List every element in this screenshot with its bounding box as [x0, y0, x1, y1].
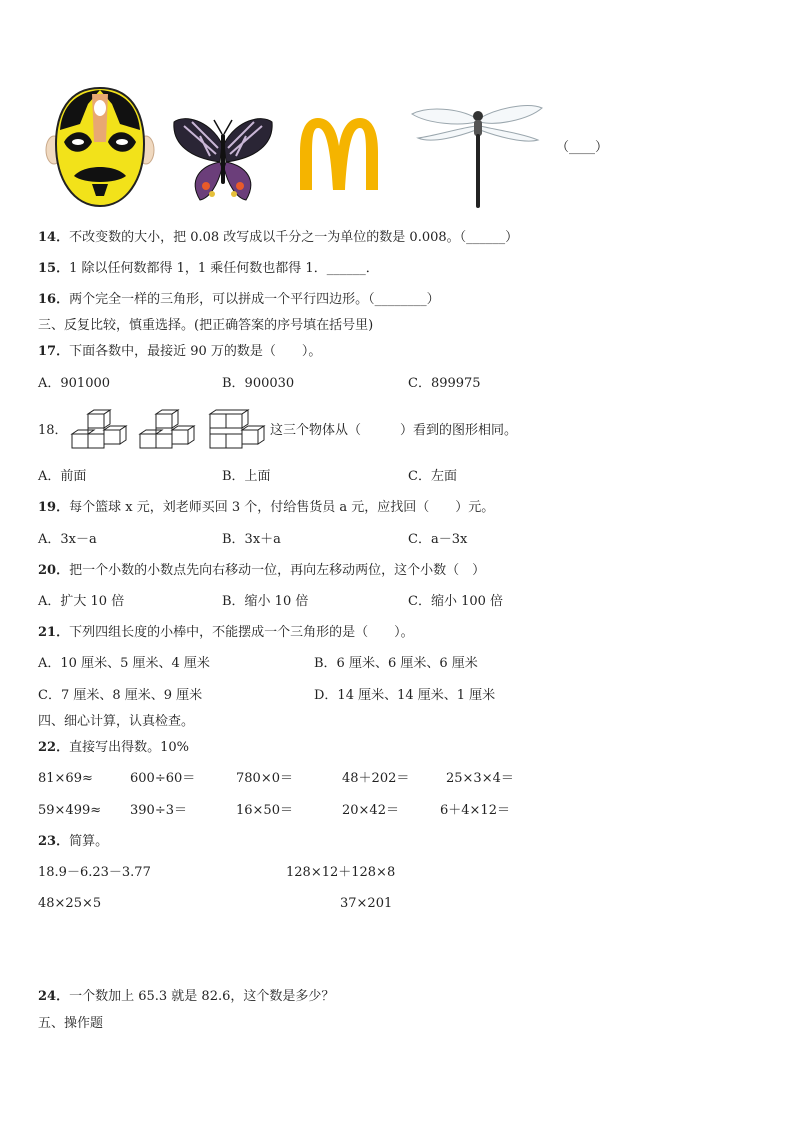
question-number: 16．: [38, 292, 70, 307]
simplify-item: 37×201: [340, 896, 393, 911]
option-c[interactable]: C．缩小 100 倍: [408, 594, 504, 609]
question-text: 一个数加上 65.3 就是 82.6，这个数是多少？: [69, 989, 335, 1004]
question-text: 下列四组长度的小棒中，不能摆成一个三角形的是（ ）。: [69, 625, 414, 640]
question-text: 两个完全一样的三角形，可以拼成一个平行四边形。（________）: [69, 292, 440, 307]
question-22: [38, 740, 189, 756]
calc-item: 6＋4×12＝: [440, 803, 510, 818]
question-19: [38, 500, 494, 516]
question-16: [38, 292, 440, 308]
question-18-number: 18．: [38, 423, 68, 438]
option-c[interactable]: C．左面: [408, 469, 457, 484]
option-a[interactable]: A．3x－a: [38, 532, 97, 547]
question-number: 19．: [38, 500, 70, 515]
question-number: 15．: [38, 261, 70, 276]
question-23: [38, 834, 108, 850]
question-21: [38, 625, 414, 641]
question-text: 1 除以任何数都得 1，1 乘任何数也都得 1．______．: [69, 261, 379, 276]
option-c[interactable]: C．7 厘米、8 厘米、9 厘米: [38, 688, 203, 703]
cube-figures-image: [70, 408, 266, 452]
option-b[interactable]: B．缩小 10 倍: [222, 594, 309, 609]
question-text: 每个篮球 x 元，刘老师买回 3 个，付给售货员 a 元，应找回（ ）元。: [69, 500, 495, 515]
simplify-item: 18.9－6.23－3.77: [38, 865, 151, 880]
simplify-item: 48×25×5: [38, 896, 102, 911]
question-18-text: 这三个物体从（ ）看到的图形相同。: [270, 423, 518, 438]
question-text: 下面各数中，最接近 90 万的数是（ ）。: [69, 344, 322, 359]
option-b[interactable]: B．3x＋a: [222, 532, 281, 547]
calc-item: 59×499≈: [38, 803, 102, 818]
question-number: 20．: [38, 563, 70, 578]
section-5-heading: 五、操作题: [38, 1016, 104, 1031]
question-number: 24．: [38, 989, 70, 1004]
calc-item: 390÷3＝: [130, 803, 187, 818]
question-24: [38, 989, 334, 1005]
question-text: 不改变数的大小，把 0.08 改写成以千分之一为单位的数是 0.008。（______）: [69, 230, 519, 245]
calc-item: 780×0＝: [236, 771, 293, 786]
option-a[interactable]: A．901000: [38, 376, 111, 391]
option-b[interactable]: B．6 厘米、6 厘米、6 厘米: [314, 656, 478, 671]
question-number: 23．: [38, 834, 70, 849]
calc-item: 48＋202＝: [342, 771, 410, 786]
option-c[interactable]: C．a－3x: [408, 532, 468, 547]
calc-item: 81×69≈: [38, 771, 93, 786]
option-b[interactable]: B．900030: [222, 376, 295, 391]
question-number: 14．: [38, 230, 70, 245]
question-text: 直接写出得数。10%: [69, 740, 189, 755]
simplify-item: 128×12＋128×8: [286, 865, 396, 880]
image-answer-blank[interactable]: （____）: [556, 140, 609, 155]
option-a[interactable]: A．前面: [38, 469, 87, 484]
option-c[interactable]: C．899975: [408, 376, 481, 391]
dragonfly-image: [408, 98, 548, 212]
question-14: [38, 230, 518, 246]
question-text: 简算。: [69, 834, 109, 849]
butterfly-image: [170, 114, 276, 204]
question-20: [38, 563, 485, 579]
calc-item: 20×42＝: [342, 803, 399, 818]
question-15: [38, 261, 379, 277]
mcdonalds-logo-image: [296, 116, 382, 192]
section-4-heading: 四、细心计算，认真检查。: [38, 714, 195, 729]
option-b[interactable]: B．上面: [222, 469, 271, 484]
option-a[interactable]: A．扩大 10 倍: [38, 594, 125, 609]
question-number: 21．: [38, 625, 70, 640]
calc-item: 600÷60＝: [130, 771, 196, 786]
calc-item: 16×50＝: [236, 803, 293, 818]
option-d[interactable]: D．14 厘米、14 厘米、1 厘米: [314, 688, 496, 703]
section-3-heading: 三、反复比较，慎重选择。(把正确答案的序号填在括号里): [38, 318, 374, 333]
question-number: 22．: [38, 740, 70, 755]
calc-item: 25×3×4＝: [446, 771, 514, 786]
question-17: [38, 344, 321, 360]
question-text: 把一个小数的小数点先向右移动一位，再向左移动两位，这个小数（ ）: [69, 563, 486, 578]
option-a[interactable]: A．10 厘米、5 厘米、4 厘米: [38, 656, 210, 671]
question-number: 17．: [38, 344, 70, 359]
opera-mask-image: [44, 84, 156, 210]
